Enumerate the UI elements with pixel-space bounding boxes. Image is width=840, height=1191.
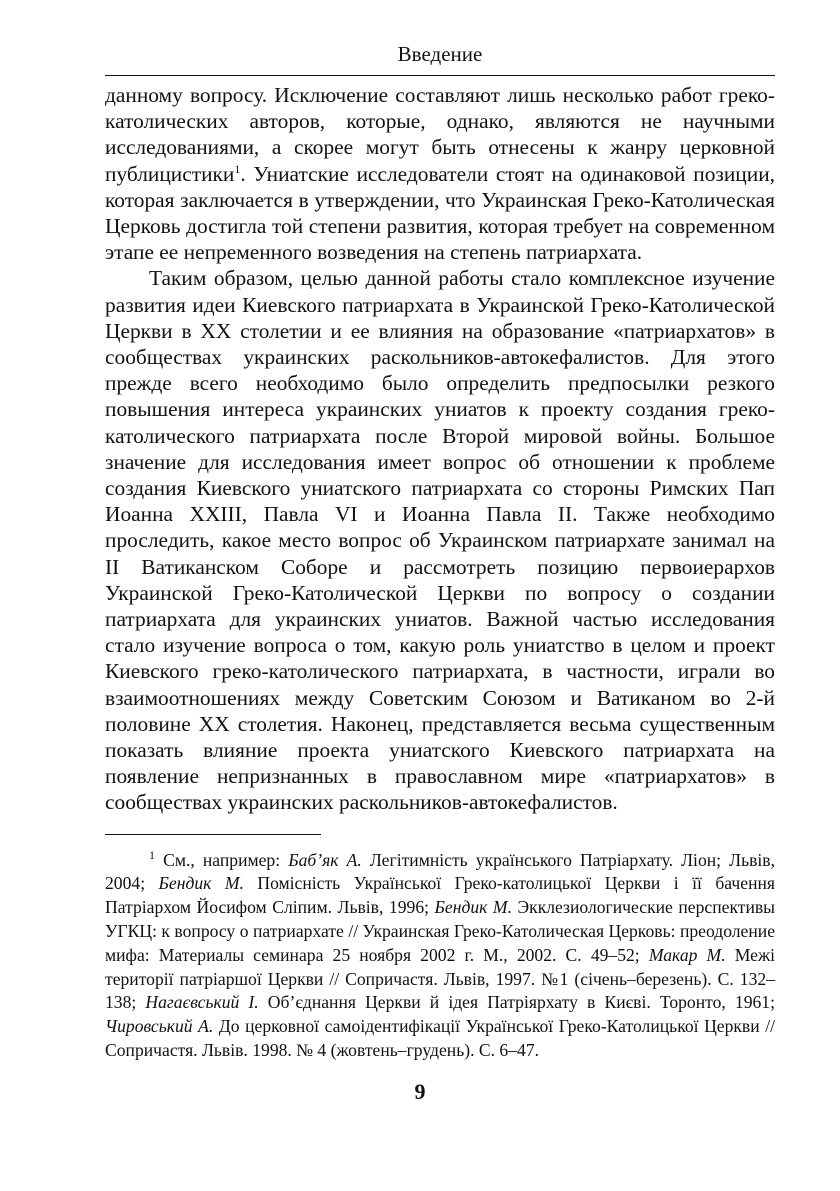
footnote-text: До церковної самоідентифікації Української Греко-Католицької Церкви // Сопричастя. Львів. 1998. № 4 (жовтень–грудень). С. 6–47.	[105, 1016, 775, 1061]
paragraph-2: Таким образом, целью данной работы стало комплексное изучение развития идеи Киевского патриархата в Украинской Греко-Католической Церкви в XX столетии и ее влияния на образование «патриархатов» в сообществах украинских раскольников-автокефалистов. Для этого прежде всего необходимо было определить предпосылки резкого повышения интереса украинских униатов к проекту создания греко-католического патриархата после Второй мировой войны. Большое значение для исследования имеет вопрос об отношении к проблеме создания Киевского униатского патриархата со стороны Римских Пап Иоанна XXIII, Павла VI и Иоанна Павла II. Также необходимо проследить, какое место вопрос об Украинском патриархате занимал на II Ватиканском Соборе и рассмотреть позицию первоиерархов Украинской Греко-Католической Церкви по вопросу о создании патриархата для украинских униатов. Важной частью исследования стало изучение вопроса о том, какую роль униатство в целом и проект Киевского греко-католического патриархата, в частности, играли во взаимоотношениях между Советским Союзом и Ватиканом во 2-й половине XX столетия. Наконец, представляется весьма существенным показать влияние проекта униатского Киевского патриархата на появление непризнанных в православном мире «патриархатов» в сообществах украинских раскольников-автокефалистов.	[105, 266, 775, 815]
paragraph-1	[105, 82, 775, 265]
footnote-author: Макар М.	[648, 944, 726, 965]
footnote-separator	[105, 834, 321, 835]
footnote-1	[105, 849, 775, 1063]
page-number: 9	[414, 1079, 426, 1104]
body-text	[105, 82, 775, 816]
footnote-author: Нагаєвський І.	[145, 992, 259, 1013]
paragraph-1-text-end: . Униатские исследователи стоят на одинаковой позиции, которая заключается в утверждении, что Украинская Греко-Католическая Церковь достигла той степени развития, которая требует на современном этапе ее непременного возведения на степень патриархата.	[105, 161, 775, 265]
footnote-author: Чировський А.	[105, 1016, 214, 1037]
footnote-text: Помісність Української Греко-католицької Церкви і її бачення Патріархом Йосифом Сліпим. Львів, 1996;	[105, 873, 775, 918]
book-page	[105, 40, 775, 1063]
footnote-author: Бендик М.	[434, 897, 512, 918]
footnote-text: Межі території патріаршої Церкви // Сопричастя. Львів, 1997. №1 (січень–березень). С. 132–138;	[105, 944, 776, 1013]
footnote-text: Легітимність українського Патріархату. Ліон; Львів, 2004;	[105, 849, 776, 894]
footnote-author: Баб’як А.	[288, 849, 362, 870]
paragraph-1-text: данному вопросу. Исключение составляют лишь несколько работ греко-католических авторов, которые, однако, являются не научными исследованиями, а скорее могут быть отнесены к жанру церковной публицистики	[105, 83, 775, 186]
footnote-text: Экклезиологические перспективы УГКЦ: к вопросу о патриархате // Украинская Греко-Католическая Церковь: преодоление мифа: Материалы семинара 25 ноября 2002 г. М., 2002. С. 49–52;	[105, 897, 775, 965]
footnote-mark: 1	[149, 847, 155, 862]
footnote-text: Об’єднання Церкви й ідея Патріярхату в Києві. Торонто, 1961;	[258, 992, 775, 1013]
running-header: Введение	[105, 40, 775, 76]
footnote-reference: 1	[234, 161, 241, 176]
footnote-text: См., например:	[155, 849, 289, 870]
footnote-author: Бендик М.	[158, 873, 244, 894]
